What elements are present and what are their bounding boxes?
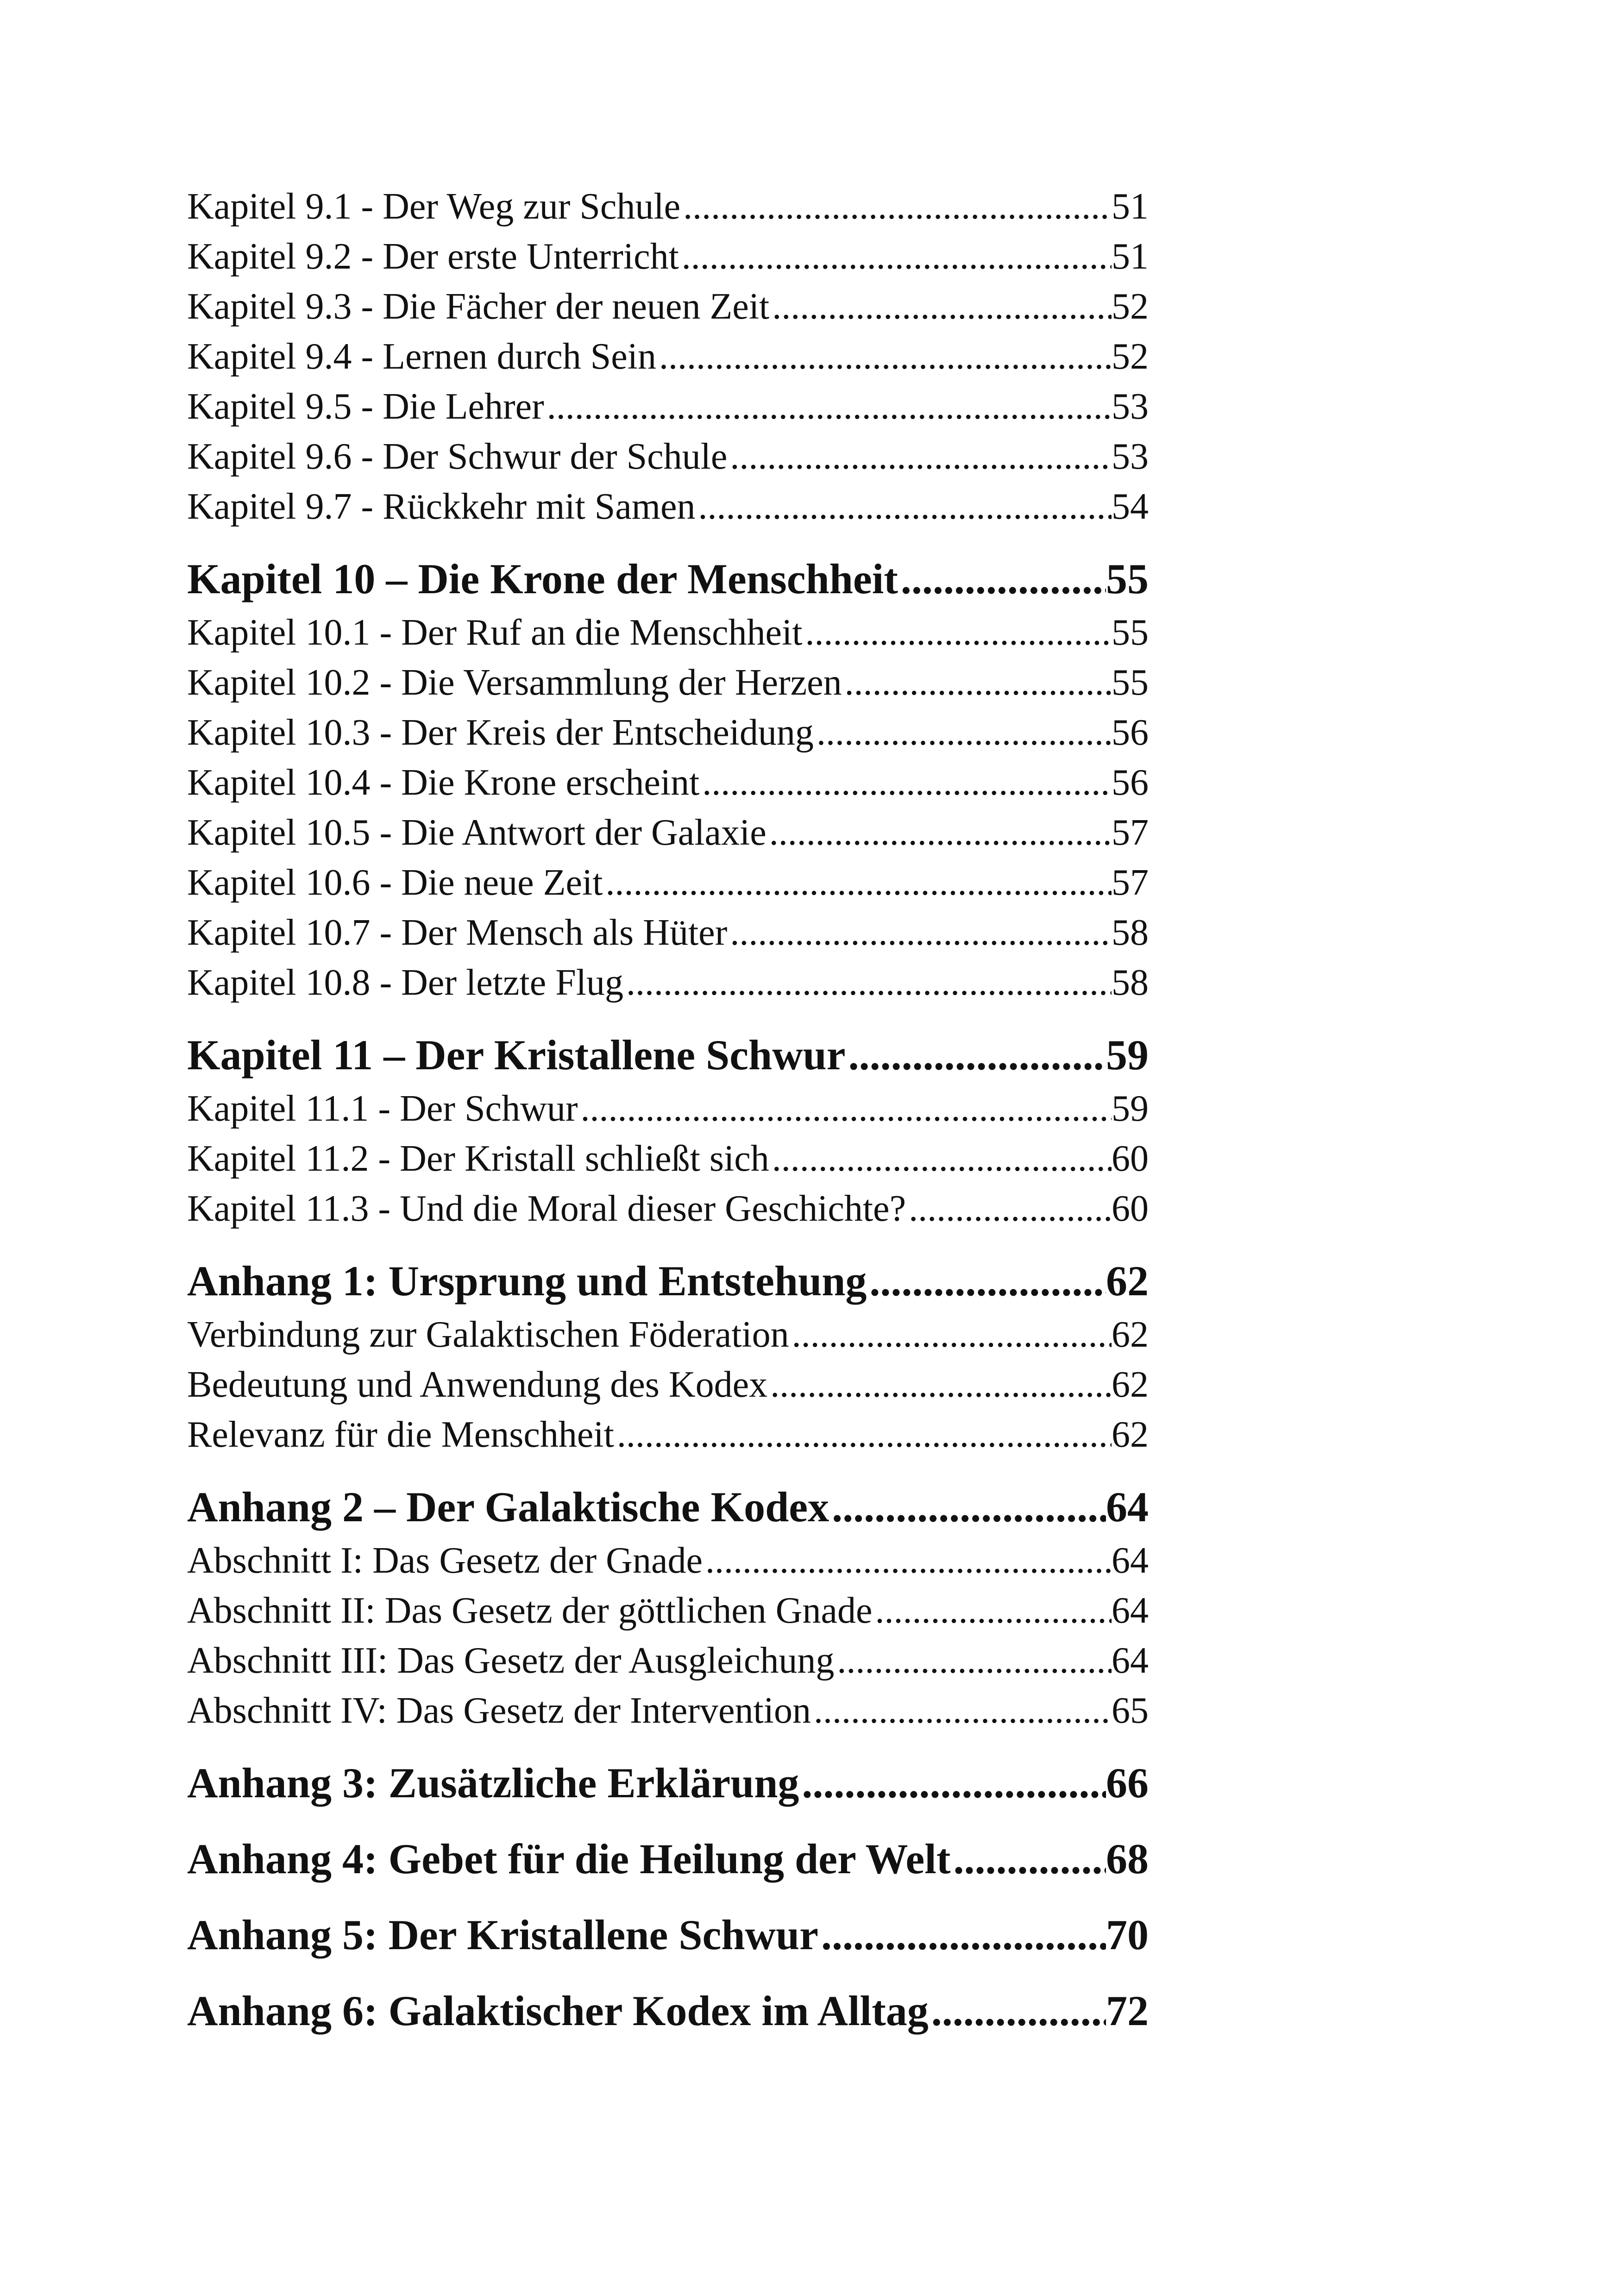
toc-subentry[interactable] xyxy=(187,482,1149,532)
dot-leader xyxy=(848,1026,1106,1084)
dot-leader xyxy=(730,908,1112,958)
toc-entry-title: Anhang 5: Der Kristallene Schwur xyxy=(187,1911,818,1958)
toc-entry-title: Kapitel 10.8 - Der letzte Flug xyxy=(187,962,623,1003)
toc-entry-title: Anhang 1: Ursprung und Entstehung xyxy=(187,1257,867,1305)
dot-leader xyxy=(605,858,1112,908)
dot-leader xyxy=(805,608,1112,658)
toc-subentry[interactable] xyxy=(187,332,1149,382)
dot-leader xyxy=(909,1184,1112,1234)
toc-subentry[interactable] xyxy=(187,1184,1149,1234)
toc-page-number: 51 xyxy=(1112,186,1149,227)
dot-leader xyxy=(802,1754,1106,1812)
toc-chapter-entry[interactable] xyxy=(187,1830,1149,1888)
dot-leader xyxy=(953,1830,1106,1888)
toc-subentry[interactable] xyxy=(187,432,1149,482)
toc-subentry[interactable] xyxy=(187,232,1149,282)
table-of-contents xyxy=(187,182,1149,2039)
toc-page-number: 62 xyxy=(1112,1314,1149,1355)
toc-page-number: 59 xyxy=(1112,1088,1149,1129)
toc-page-number: 58 xyxy=(1112,912,1149,953)
toc-subentry[interactable] xyxy=(187,382,1149,432)
toc-page-number: 72 xyxy=(1106,1987,1149,2034)
toc-entry-title: Kapitel 9.3 - Die Fächer der neuen Zeit xyxy=(187,286,770,327)
dot-leader xyxy=(792,1310,1112,1360)
toc-section xyxy=(187,1252,1149,1460)
toc-page-number: 56 xyxy=(1112,712,1149,753)
toc-entry-title: Anhang 4: Gebet für die Heilung der Welt xyxy=(187,1835,951,1882)
toc-page-number: 65 xyxy=(1112,1690,1149,1731)
toc-page-number: 57 xyxy=(1112,862,1149,903)
dot-leader xyxy=(705,1536,1112,1586)
toc-entry-title: Kapitel 10.5 - Die Antwort der Galaxie xyxy=(187,812,767,853)
toc-entry-title: Anhang 6: Galaktischer Kodex im Alltag xyxy=(187,1987,929,2034)
toc-page-number: 60 xyxy=(1112,1188,1149,1229)
toc-section xyxy=(187,1906,1149,1964)
dot-leader xyxy=(626,958,1112,1008)
toc-section xyxy=(187,182,1149,532)
toc-subentry[interactable] xyxy=(187,608,1149,658)
toc-subentry[interactable] xyxy=(187,1586,1149,1636)
toc-subentry[interactable] xyxy=(187,1410,1149,1460)
toc-chapter-entry[interactable] xyxy=(187,550,1149,608)
dot-leader xyxy=(931,1982,1106,2039)
toc-subentry[interactable] xyxy=(187,908,1149,958)
toc-page-number: 59 xyxy=(1106,1031,1149,1079)
toc-chapter-entry[interactable] xyxy=(187,1478,1149,1536)
toc-chapter-entry[interactable] xyxy=(187,1252,1149,1310)
dot-leader xyxy=(659,332,1112,382)
toc-chapter-entry[interactable] xyxy=(187,1754,1149,1812)
toc-chapter-entry[interactable] xyxy=(187,1906,1149,1964)
toc-page-number: 53 xyxy=(1112,436,1149,477)
toc-page-number: 52 xyxy=(1112,286,1149,327)
toc-entry-title: Kapitel 9.6 - Der Schwur der Schule xyxy=(187,436,728,477)
toc-page-number: 70 xyxy=(1106,1911,1149,1958)
toc-page-number: 62 xyxy=(1112,1364,1149,1405)
dot-leader xyxy=(770,1360,1112,1410)
dot-leader xyxy=(547,382,1112,432)
toc-page-number: 68 xyxy=(1106,1835,1149,1882)
toc-page-number: 55 xyxy=(1112,612,1149,653)
toc-subentry[interactable] xyxy=(187,958,1149,1008)
toc-page-number: 55 xyxy=(1112,662,1149,703)
toc-subentry[interactable] xyxy=(187,182,1149,232)
toc-subentry[interactable] xyxy=(187,1636,1149,1686)
toc-subentry[interactable] xyxy=(187,1310,1149,1360)
toc-section xyxy=(187,550,1149,1008)
toc-entry-title: Anhang 3: Zusätzliche Erklärung xyxy=(187,1759,799,1807)
toc-subentry[interactable] xyxy=(187,808,1149,858)
toc-entry-title: Kapitel 10.2 - Die Versammlung der Herzen xyxy=(187,662,842,703)
toc-entry-title: Kapitel 10.4 - Die Krone erscheint xyxy=(187,762,700,803)
toc-page-number: 51 xyxy=(1112,236,1149,277)
toc-entry-title: Verbindung zur Galaktischen Föderation xyxy=(187,1314,789,1355)
dot-leader xyxy=(817,708,1112,758)
toc-entry-title: Kapitel 10 – Die Krone der Menschheit xyxy=(187,555,898,602)
toc-page-number: 55 xyxy=(1106,555,1149,602)
dot-leader xyxy=(772,1134,1112,1184)
toc-page-number: 57 xyxy=(1112,812,1149,853)
toc-subentry[interactable] xyxy=(187,1134,1149,1184)
toc-subentry[interactable] xyxy=(187,708,1149,758)
toc-entry-title: Kapitel 11 – Der Kristallene Schwur xyxy=(187,1031,846,1079)
toc-section xyxy=(187,1026,1149,1234)
toc-entry-title: Kapitel 11.3 - Und die Moral dieser Geschichte? xyxy=(187,1188,906,1229)
toc-page-number: 52 xyxy=(1112,336,1149,377)
toc-page-number: 60 xyxy=(1112,1138,1149,1179)
toc-section xyxy=(187,1478,1149,1736)
dot-leader xyxy=(845,658,1112,708)
toc-subentry[interactable] xyxy=(187,1686,1149,1736)
toc-page-number: 62 xyxy=(1106,1257,1149,1305)
dot-leader xyxy=(837,1636,1112,1686)
toc-entry-title: Kapitel 10.1 - Der Ruf an die Menschheit xyxy=(187,612,803,653)
toc-entry-title: Bedeutung und Anwendung des Kodex xyxy=(187,1364,768,1405)
dot-leader xyxy=(617,1410,1112,1460)
toc-entry-title: Kapitel 10.6 - Die neue Zeit xyxy=(187,862,603,903)
toc-entry-title: Abschnitt I: Das Gesetz der Gnade xyxy=(187,1540,703,1581)
toc-page-number: 56 xyxy=(1112,762,1149,803)
dot-leader xyxy=(821,1906,1106,1964)
toc-section xyxy=(187,1754,1149,1812)
dot-leader xyxy=(875,1586,1112,1636)
toc-subentry[interactable] xyxy=(187,1536,1149,1586)
toc-section xyxy=(187,1982,1149,2039)
toc-entry-title: Kapitel 9.2 - Der erste Unterricht xyxy=(187,236,679,277)
toc-entry-title: Abschnitt II: Das Gesetz der göttlichen Gnade xyxy=(187,1590,873,1631)
toc-entry-title: Kapitel 9.1 - Der Weg zur Schule xyxy=(187,186,681,227)
toc-section xyxy=(187,1830,1149,1888)
toc-page-number: 66 xyxy=(1106,1759,1149,1807)
dot-leader xyxy=(772,282,1112,332)
toc-subentry[interactable] xyxy=(187,1360,1149,1410)
toc-subentry[interactable] xyxy=(187,658,1149,708)
toc-entry-title: Kapitel 11.1 - Der Schwur xyxy=(187,1088,578,1129)
toc-entry-title: Kapitel 10.3 - Der Kreis der Entscheidung xyxy=(187,712,814,753)
toc-page-number: 64 xyxy=(1112,1640,1149,1681)
toc-entry-title: Anhang 2 – Der Galaktische Kodex xyxy=(187,1483,829,1531)
toc-page-number: 64 xyxy=(1112,1590,1149,1631)
dot-leader xyxy=(698,482,1112,532)
toc-page-number: 64 xyxy=(1112,1540,1149,1581)
toc-entry-title: Abschnitt IV: Das Gesetz der Intervention xyxy=(187,1690,811,1731)
toc-page-number: 58 xyxy=(1112,962,1149,1003)
toc-entry-title: Abschnitt III: Das Gesetz der Ausgleichung xyxy=(187,1640,835,1681)
toc-entry-title: Kapitel 10.7 - Der Mensch als Hüter xyxy=(187,912,728,953)
toc-chapter-entry[interactable] xyxy=(187,1026,1149,1084)
toc-chapter-entry[interactable] xyxy=(187,1982,1149,2039)
dot-leader xyxy=(769,808,1112,858)
toc-entry-title: Relevanz für die Menschheit xyxy=(187,1414,614,1455)
toc-subentry[interactable] xyxy=(187,758,1149,808)
dot-leader xyxy=(580,1084,1112,1134)
toc-page-number: 64 xyxy=(1106,1483,1149,1531)
dot-leader xyxy=(869,1252,1106,1310)
dot-leader xyxy=(832,1478,1106,1536)
toc-page-number: 54 xyxy=(1112,486,1149,527)
dot-leader xyxy=(682,232,1112,282)
toc-page-number: 53 xyxy=(1112,386,1149,427)
toc-page-number: 62 xyxy=(1112,1414,1149,1455)
toc-entry-title: Kapitel 11.2 - Der Kristall schließt sich xyxy=(187,1138,769,1179)
dot-leader xyxy=(730,432,1112,482)
toc-entry-title: Kapitel 9.7 - Rückkehr mit Samen xyxy=(187,486,696,527)
toc-entry-title: Kapitel 9.5 - Die Lehrer xyxy=(187,386,544,427)
dot-leader xyxy=(702,758,1112,808)
toc-entry-title: Kapitel 9.4 - Lernen durch Sein xyxy=(187,336,657,377)
toc-subentry[interactable] xyxy=(187,858,1149,908)
dot-leader xyxy=(901,550,1106,608)
toc-subentry[interactable] xyxy=(187,282,1149,332)
toc-subentry[interactable] xyxy=(187,1084,1149,1134)
dot-leader xyxy=(814,1686,1112,1736)
dot-leader xyxy=(683,182,1112,232)
